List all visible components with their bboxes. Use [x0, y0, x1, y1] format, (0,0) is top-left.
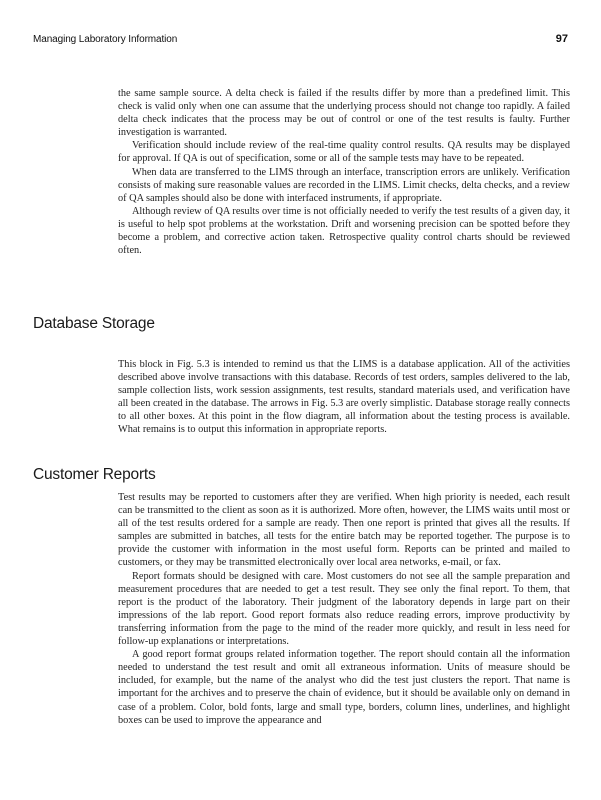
- paragraph: Verification should include review of the real-time quality control results. QA results may be displayed for approval. If QA is out of specification, some or all of the sample tests may have to be repeated.: [118, 140, 570, 165]
- section-heading-customer-reports: Customer Reports: [33, 466, 156, 483]
- running-title: Managing Laboratory Information: [33, 34, 178, 45]
- database-storage-text-block: [118, 358, 570, 437]
- paragraph: A good report format groups related information together. The report should contain all the information needed to understand the test result and omit all extraneous information. Units of measure should be included, for example, but the name of the analyst who did the test just clusters the report. That name is important for the archives and to preserve the chain of evidence, but it should be available only on demand in case of a problem. Color, bold fonts, large and small type, borders, column lines, underlines, and highlight boxes can be used to improve the appearance and: [118, 649, 570, 726]
- page-number: 97: [555, 33, 568, 45]
- paragraph: When data are transferred to the LIMS through an interface, transcription errors are unlikely. Verification consists of making sure reasonable values are recorded in the LIMS. Limit checks, delta checks, and a review of QA samples should also be done with interfaced instruments, if appropriate.: [118, 166, 570, 204]
- customer-reports-text-block: [118, 491, 570, 727]
- paragraph: Report formats should be designed with care. Most customers do not see all the sample preparation and measurement procedures that are needed to get a test result. They see only the final report. To them, that report is the product of the laboratory. Their judgment of the laboratory depends in large part on their impressions of the lab report. Good report formats also reduce reading errors, improve productivity by transferring information from the page to the mind of the reader more quickly, and result in less need for follow-up explanations or interpretations.: [118, 570, 570, 648]
- paragraph: the same sample source. A delta check is failed if the results differ by more than a predefined limit. This check is valid only when one can assume that the underlying process should not change too rapidly. A failed delta check indicates that the process may be out of control or one of the test results is faulty. Further investigation is warranted.: [118, 88, 570, 139]
- section-heading-database-storage: Database Storage: [33, 315, 155, 332]
- intro-text-block: [118, 87, 570, 257]
- paragraph: This block in Fig. 5.3 is intended to remind us that the LIMS is a database application. All of the activities described above involve transactions with this database. Records of test orders, samples delivered to the lab, sample collection lists, work session assignments, test results, standard materials used, and verification have all been created in the database. The arrows in Fig. 5.3 are overly simplistic. Database storage really connects to all other boxes. At this point in the flow diagram, all information about the testing process is available. What remains is to output this information in appropriate reports.: [118, 359, 570, 436]
- paragraph: Test results may be reported to customers after they are verified. When high priority is needed, each result can be transmitted to the client as soon as it is authorized. More often, however, the LIMS waits until most or all of the test results ordered for a sample are ready. Then one report is printed that gives all the results. If samples are submitted in batches, all tests for the entire batch may be reported together. The purpose is to provide the customer with information in the most useful form. Reports can be printed and mailed to customers, or they may be transmitted electronically over local area networks, e-mail, or fax.: [118, 492, 570, 569]
- running-header: [33, 34, 568, 48]
- paragraph: Although review of QA results over time is not officially needed to verify the test results of a given day, it is useful to help spot problems at the workstation. Drift and worsening precision can be spotted before they become a problem, and corrective action taken. Retrospective quality control charts should be reviewed often.: [118, 205, 570, 257]
